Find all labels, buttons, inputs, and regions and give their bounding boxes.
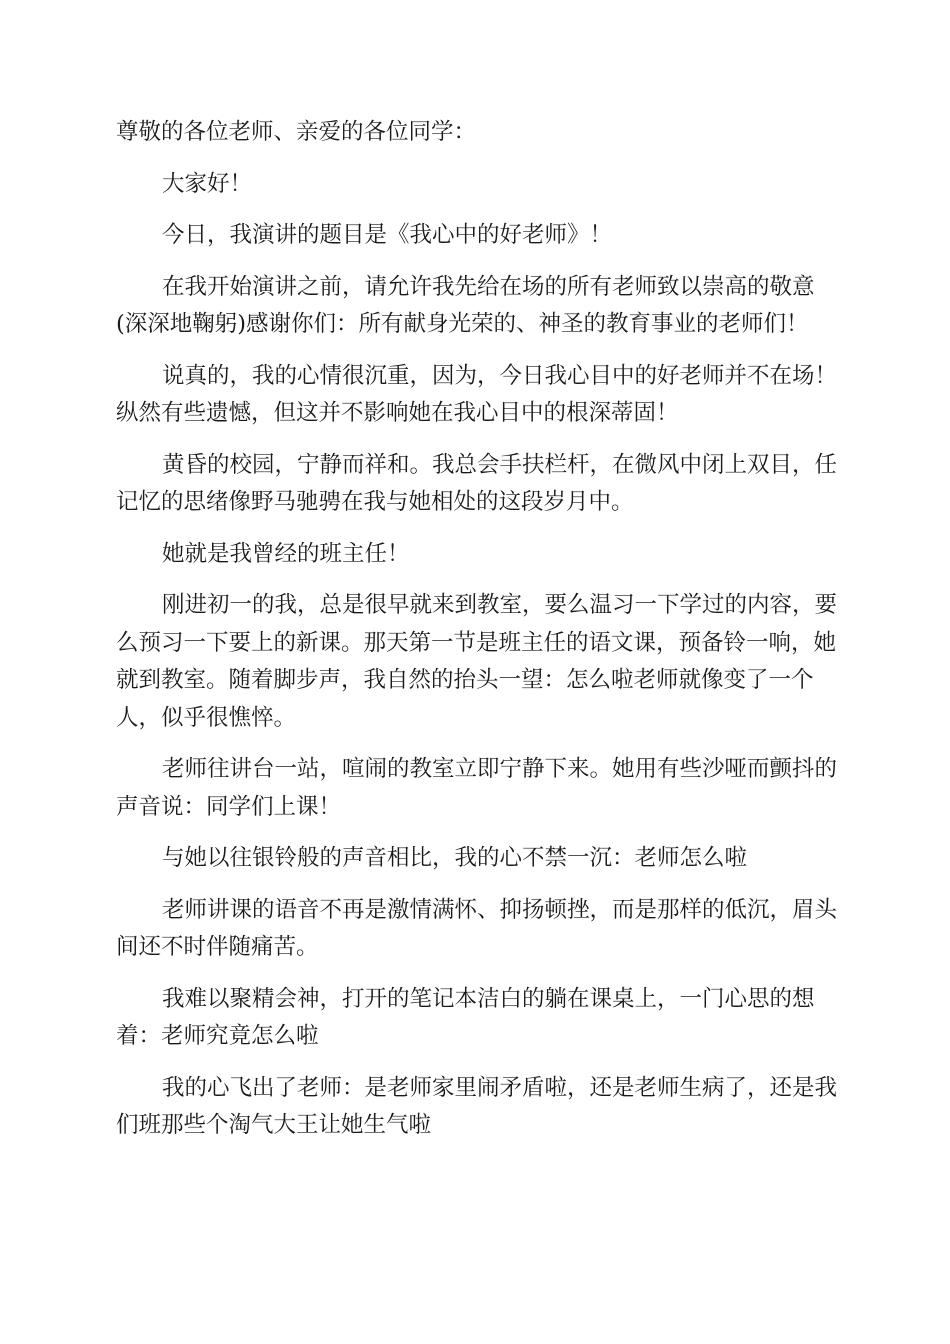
salutation-text: 尊敬的各位老师、亲爱的各位同学： bbox=[116, 119, 477, 145]
paragraph-line: 着：老师究竟怎么啦 bbox=[116, 1023, 319, 1049]
salutation bbox=[116, 114, 834, 152]
paragraph bbox=[116, 536, 834, 574]
paragraph-line: 么预习一下要上的新课。那天第一节是班主任的语文课，预备铃一响，她 bbox=[116, 629, 837, 656]
paragraph-line: 与她以往银铃般的声音相比，我的心不禁一沉：老师怎么啦 bbox=[162, 845, 748, 871]
paragraph-line: 今日，我演讲的题目是《我心中的好老师》！ bbox=[162, 222, 613, 248]
paragraph-line: 老师往讲台一站，喧闹的教室立即宁静下来。她用有些沙哑而颤抖的 bbox=[162, 756, 838, 782]
paragraph-line: 间还不时伴随痛苦。 bbox=[116, 934, 319, 960]
paragraph bbox=[116, 166, 834, 204]
paragraph-line: 人，似乎很憔悴。 bbox=[116, 704, 297, 731]
paragraph bbox=[116, 217, 834, 255]
paragraph-line: 声音说：同学们上课！ bbox=[116, 793, 342, 820]
paragraph bbox=[116, 751, 838, 826]
paragraph bbox=[116, 892, 838, 967]
paragraph bbox=[116, 447, 838, 522]
paragraph bbox=[116, 269, 834, 344]
paragraph-line: 们班那些个淘气大王让她生气啦 bbox=[116, 1112, 432, 1138]
paragraph-line: 就到教室。随着脚步声，我自然的抬头一望：怎么啦老师就像变了一个 bbox=[116, 667, 814, 693]
paragraph-line: 说真的，我的心情很沉重，因为，今日我心目中的好老师并不在场！ bbox=[162, 362, 838, 389]
paragraph-line: 在我开始演讲之前，请允许我先给在场的所有老师致以崇高的敬意 bbox=[162, 273, 815, 300]
paragraph bbox=[116, 587, 838, 737]
paragraph-line: 我的心飞出了老师：是老师家里闹矛盾啦，还是老师生病了，还是我 bbox=[162, 1074, 838, 1101]
paragraph-line: 大家好！ bbox=[162, 170, 253, 197]
document-body bbox=[116, 114, 838, 1159]
paragraph-line: 刚进初一的我，总是很早就来到教室，要么温习一下学过的内容，要 bbox=[162, 592, 838, 618]
paragraph-line: 我难以聚精会神，打开的笔记本洁白的躺在课桌上，一门心思的想 bbox=[162, 985, 815, 1012]
paragraph-line: (深深地鞠躬)感谢你们：所有献身光荣的、神圣的教育事业的老师们！ bbox=[116, 311, 809, 337]
paragraph-line: 黄昏的校园，宁静而祥和。我总会手扶栏杆，在微风中闭上双目，任 bbox=[162, 451, 838, 478]
paragraph-line: 她就是我曾经的班主任！ bbox=[162, 540, 410, 567]
paragraph bbox=[116, 1070, 838, 1145]
paragraph bbox=[116, 981, 834, 1056]
paragraph-line: 纵然有些遗憾，但这并不影响她在我心目中的根深蒂固！ bbox=[116, 400, 679, 426]
paragraph bbox=[116, 840, 834, 878]
paragraph bbox=[116, 358, 838, 433]
paragraph-line: 记忆的思绪像野马驰骋在我与她相处的这段岁月中。 bbox=[116, 489, 634, 515]
paragraph-line: 老师讲课的语音不再是激情满怀、抑扬顿挫，而是那样的低沉，眉头 bbox=[162, 896, 838, 923]
